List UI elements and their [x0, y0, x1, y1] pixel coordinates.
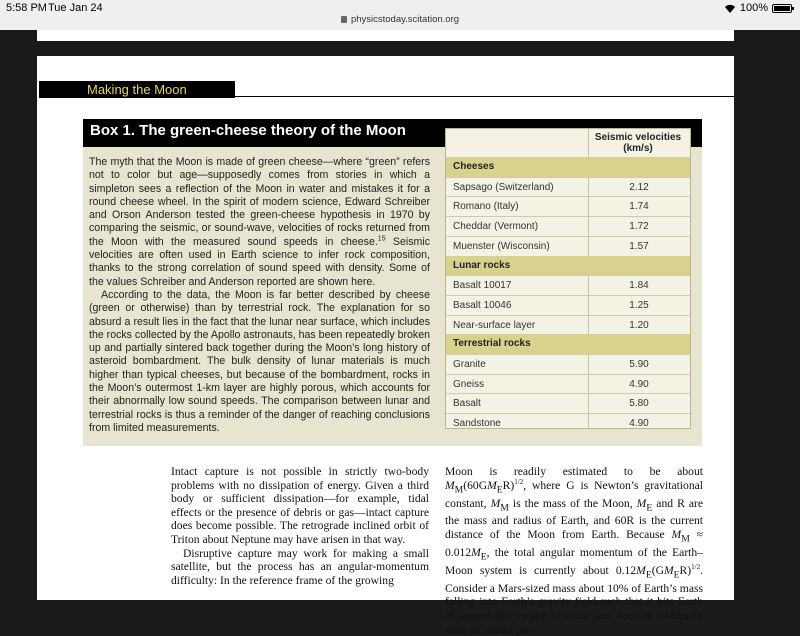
- url-text: physicstoday.scitation.org: [350, 14, 460, 25]
- article-page: [37, 56, 734, 636]
- status-time: 5:58 PM: [6, 2, 47, 14]
- table-row: Basalt 5.80: [446, 393, 690, 413]
- table-row: Near-surface layer 1.20: [446, 315, 690, 335]
- section-rule: [235, 96, 734, 97]
- box-paragraph-1: The myth that the Moon is made of green cheese—where “green” refers not to color but age—supposedly comes from stories in which a simpleton sees a reflection of the Moon in water and mistakes it for a round cheese wheel. In the spirit of modern science, Edward Schreiber and Orson Anderson tested the green-cheese hypothesis in 1970 by comparing the seismic, or sound-wave, velocities of rocks returned from the Moon with the measured sound speeds in cheese.$^{15}$ Seismic velocities are often used in Earth science to infer rock composition, thanks to the strong correlation of sound speed with density. Some of the values Schreiber and Anderson reported are shown here.: [89, 156, 430, 288]
- table-row: Granite 5.90: [446, 354, 690, 374]
- status-bar: [0, 0, 800, 30]
- wifi-icon: [724, 4, 736, 13]
- box-text: [89, 156, 430, 435]
- table-header: [446, 129, 690, 157]
- table-row: Basalt 10017 1.84: [446, 275, 690, 295]
- body-paragraph: Moon is readily estimated to be about $M_M(60GM_ER)^{1/2}$, where G is Newton’s gravitational constant, $M_M$ is the mass of the Moon, $M_E$ and R are the mass and radius of Earth, and 60R is the current distance of the Moon from Earth. Because $M_M \approx 0.012M_E$, the total angular momentum of the Earth–Moon system is currently about $0.12M_E(GM_ER)^{1/2}$. Consider a Mars-sized mass about 10% of Earth’s mass falling into Earth’s gravity field such that it hits Earth at around the escape velocity and does so obliquely with an impact pa-: [445, 465, 704, 636]
- body-paragraph: Disruptive capture may work for making a small satellite, but the process has an angular-momentum difficulty: In the reference frame of the growing: [171, 546, 429, 587]
- table-group-lunar-rocks: Lunar rocks: [446, 256, 690, 276]
- box-title: Box 1. The green-cheese theory of the Moon: [90, 122, 406, 139]
- table-row: Sandstone 4.90: [446, 413, 690, 433]
- battery-icon: [772, 4, 792, 13]
- table-header-label: Seismic velocities (km/s): [594, 132, 682, 154]
- lock-icon: [341, 16, 347, 23]
- body-column-right: [445, 465, 703, 636]
- sidebar-box: [83, 119, 702, 446]
- box-paragraph-2: According to the data, the Moon is far better described by cheese (green or otherwise) than by terrestrial rock. The explanation for so absurd a result lies in the fact that the lunar near surface, which includes the rocks collected by the Apollo astronauts, has been repeatedly broken up and partially sintered back together during the Moon’s long history of asteroid bombardment. The bulk density of lunar materials is much higher than typical cheeses, but because of the bombardment, rocks in the Moon’s outermost 1-km layer are highly porous, which accounts for their abnormally low sound speeds. The comparison between lunar and terrestrial rocks is thus a reminder of the danger of reaching conclusions from limited measurements.: [89, 288, 430, 434]
- table-row: Muenster (Wisconsin) 1.57: [446, 236, 690, 256]
- address-bar[interactable]: [0, 14, 800, 25]
- table-row: Cheddar (Vermont) 1.72: [446, 216, 690, 236]
- table-row: Sapsago (Switzerland) 2.12: [446, 177, 690, 197]
- table-row: Gneiss 4.90: [446, 374, 690, 394]
- body-column-left: [171, 465, 429, 587]
- section-tag: Making the Moon: [39, 81, 235, 98]
- seismic-velocity-table: [445, 128, 691, 429]
- table-group-terrestrial-rocks: Terrestrial rocks: [446, 334, 690, 354]
- previous-page-edge: [37, 30, 734, 41]
- table-group-cheeses: Cheeses: [446, 157, 690, 177]
- status-date: Tue Jan 24: [48, 2, 103, 14]
- battery-percent: 100%: [739, 2, 768, 14]
- reference-15[interactable]: 15: [377, 235, 386, 243]
- table-row: Romano (Italy) 1.74: [446, 196, 690, 216]
- table-row: Basalt 10046 1.25: [446, 295, 690, 315]
- body-paragraph: Intact capture is not possible in strictly two-body problems with no dissipation of energy. Given a third body or sufficient dissipation—for example, tidal effects or the presence of debris or gas—intact capture does become possible. The retrograde inclined orbit of Triton about Neptune may have arisen in that way.: [171, 465, 429, 546]
- status-right: [724, 2, 792, 14]
